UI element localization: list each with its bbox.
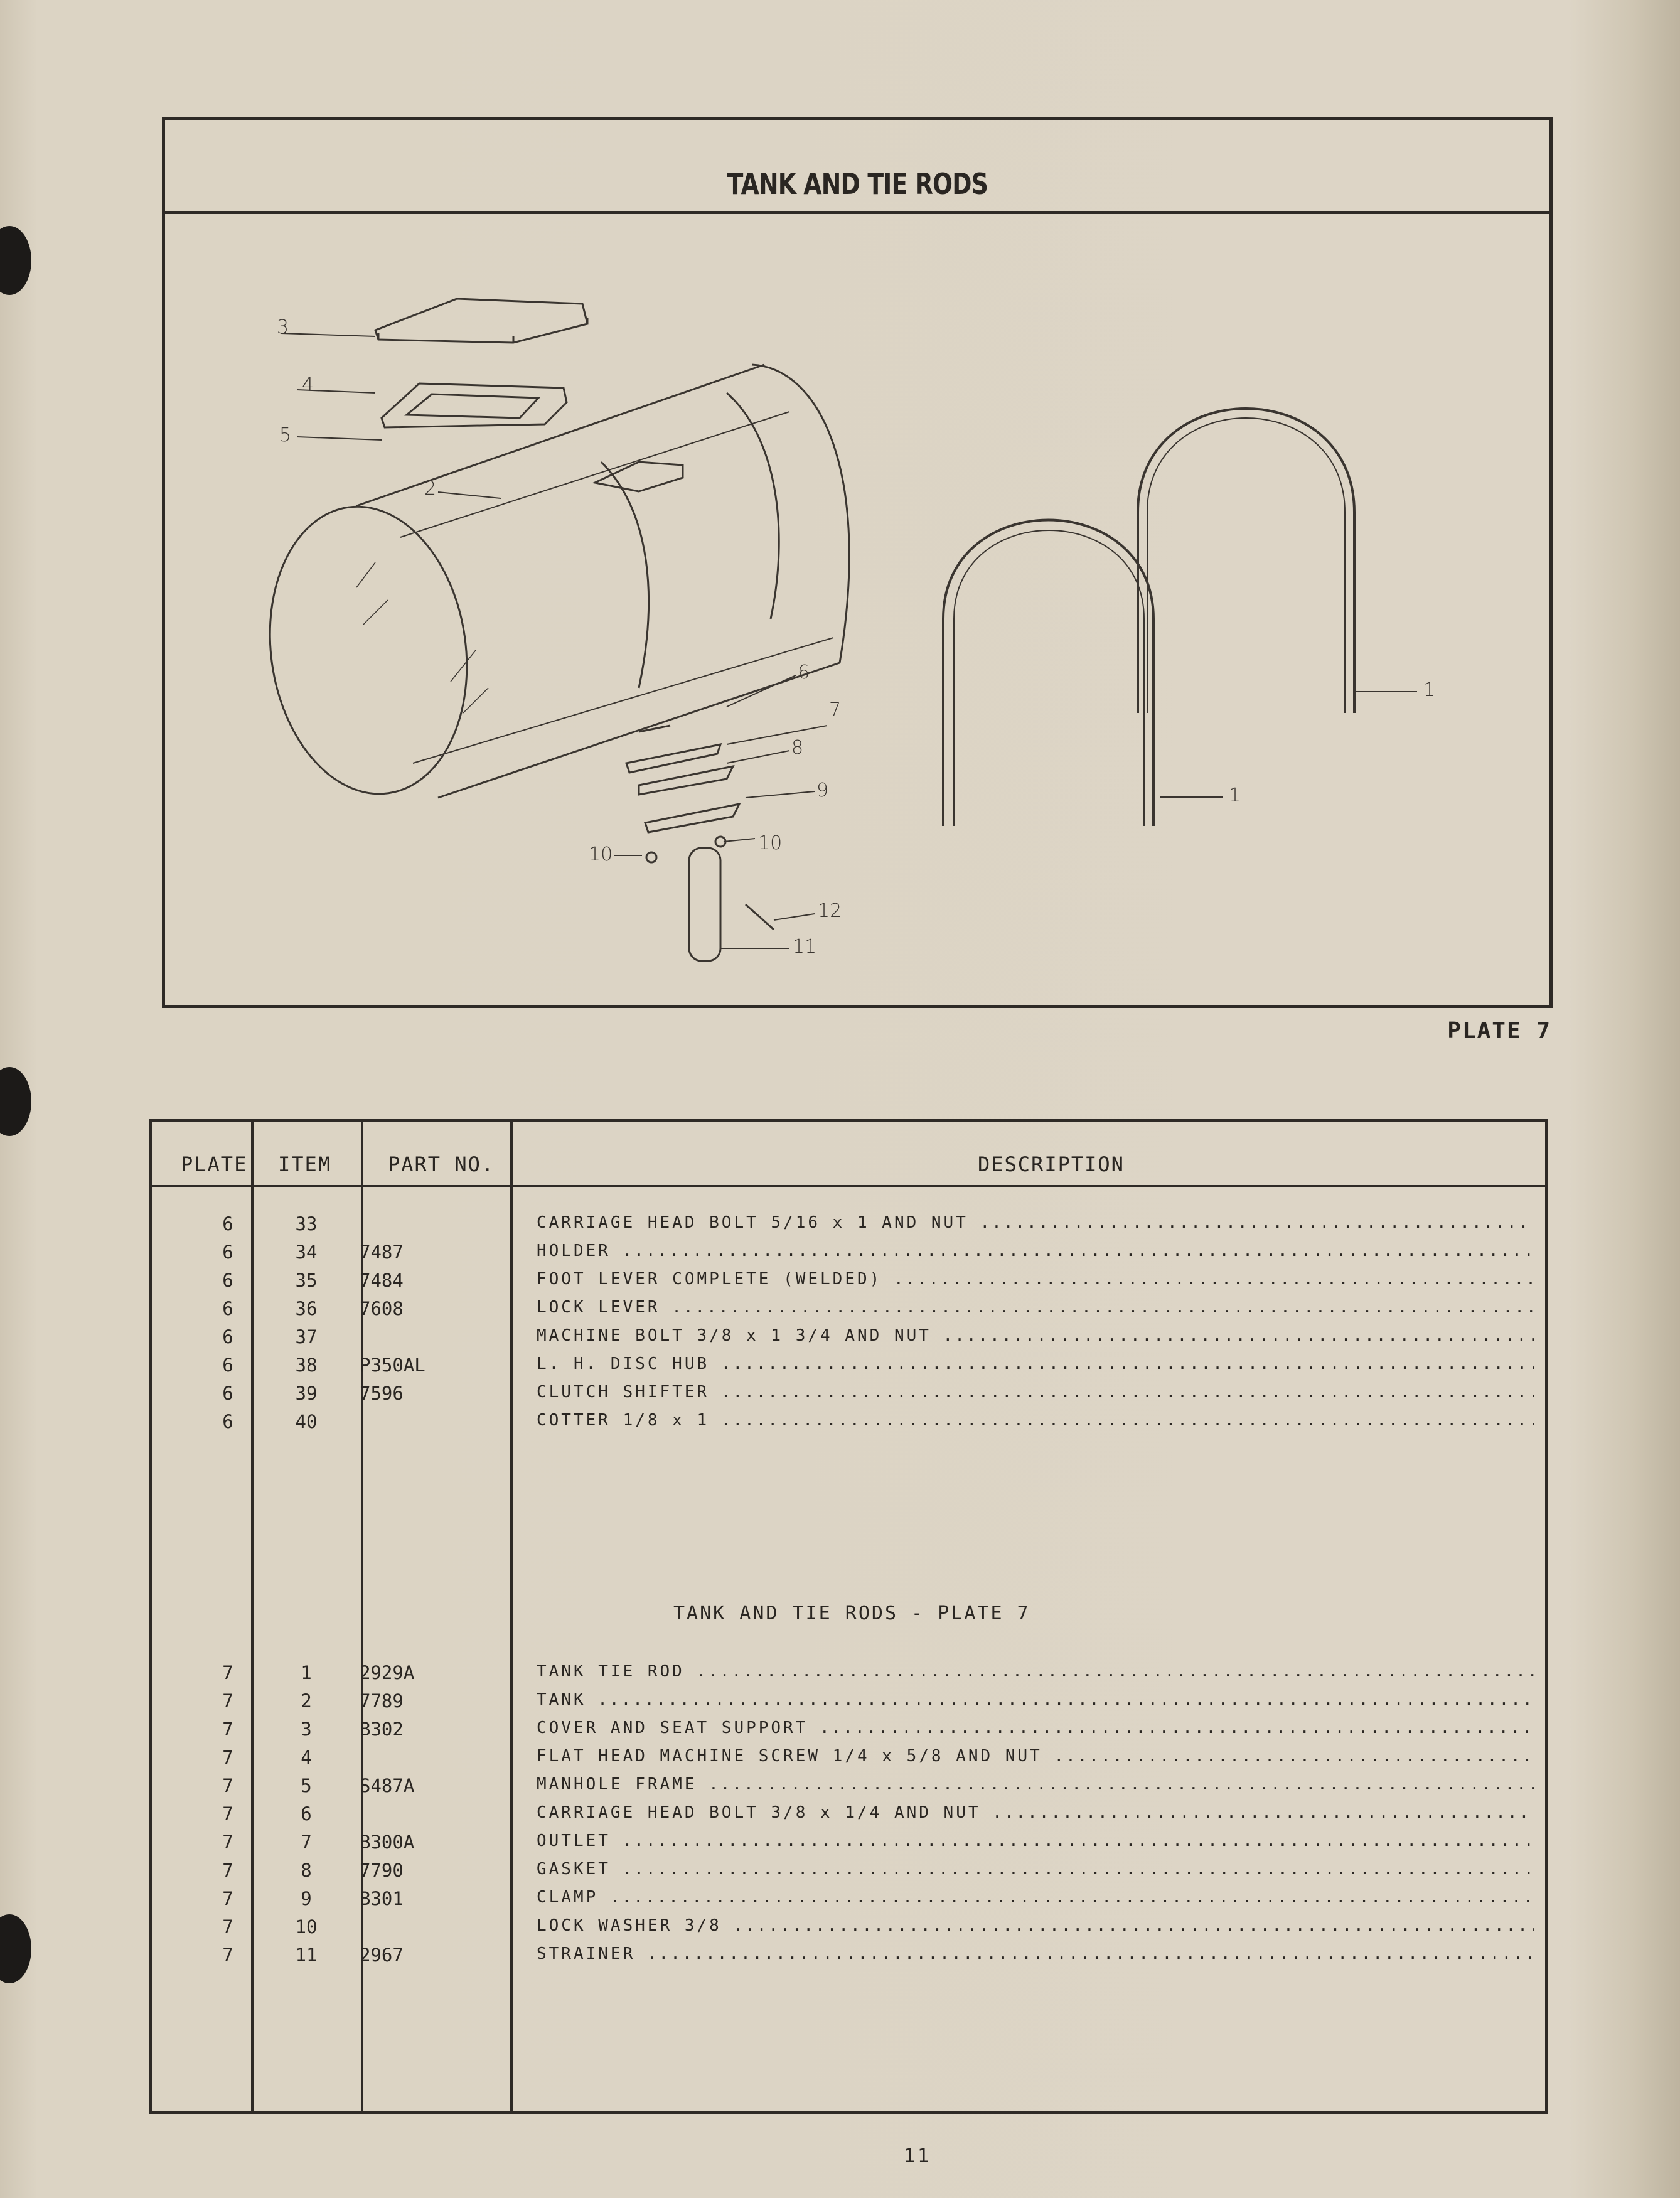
outlet-hardware-drawing (626, 726, 739, 862)
header-description: DESCRIPTION (978, 1152, 1125, 1176)
table-row: 7 5 S487A MANHOLE FRAME ..... (152, 1775, 1545, 1803)
callout-1-left: 1 (1229, 785, 1241, 807)
table-row: 7 6 CARRIAGE HEAD BOLT 3/8 x 1/4 AND NUT ..... (152, 1803, 1545, 1831)
callout-4: 4 (302, 374, 314, 396)
header-part-no: PART NO. (388, 1152, 495, 1176)
table-row: 7 10 LOCK WASHER 3/8 ..... (152, 1916, 1545, 1944)
table-row: 7 9 B301 CLAMP ..... (152, 1888, 1545, 1916)
callout-5: 5 (279, 424, 292, 446)
callout-7: 7 (829, 699, 842, 721)
page-number: 11 (904, 2145, 932, 2167)
callout-6: 6 (798, 662, 810, 684)
callout-8: 8 (791, 737, 804, 759)
table-row: 7 7 B300A OUTLET ..... (152, 1831, 1545, 1859)
callout-2: 2 (424, 478, 437, 500)
parts-table (149, 1119, 1548, 2114)
plate-title-bar (165, 120, 1549, 214)
manhole-frame-drawing (382, 383, 567, 427)
tie-rods-drawing (943, 409, 1354, 826)
callout-10-right: 10 (758, 832, 783, 854)
callout-9: 9 (816, 780, 829, 801)
tank-drawing (252, 365, 849, 807)
table-row: 7 4 FLAT HEAD MACHINE SCREW 1/4 x 5/8 AND NUT ..... (152, 1747, 1545, 1774)
table-row: 6 40 COTTER 1/8 x 1 ..... (152, 1411, 1545, 1439)
callout-12: 12 (818, 900, 842, 922)
header-plate: PLATE (181, 1152, 248, 1176)
table-row: 6 38 P350AL L. H. DISC HUB ..... (152, 1354, 1545, 1382)
binder-hole (0, 1067, 31, 1136)
callout-3: 3 (277, 316, 289, 338)
section-heading: TANK AND TIE RODS - PLATE 7 (673, 1602, 1030, 1624)
plate-title: TANK AND TIE RODS (727, 167, 988, 201)
table-row: 7 11 2967 STRAINER ..... (152, 1944, 1545, 1972)
table-row: 6 33 CARRIAGE HEAD BOLT 5/16 x 1 AND NUT ..... (152, 1213, 1545, 1241)
callout-10-left: 10 (589, 844, 613, 866)
cover-plate-drawing (375, 299, 587, 343)
table-row: 7 8 7790 GASKET ..... (152, 1860, 1545, 1887)
binder-hole (0, 226, 31, 295)
exploded-parts-drawing (162, 211, 1553, 1008)
callout-1-right: 1 (1423, 679, 1436, 701)
table-row: 6 35 7484 FOOT LEVER COMPLETE (WELDED) ..... (152, 1270, 1545, 1297)
table-row: 6 39 7596 CLUTCH SHIFTER ..... (152, 1383, 1545, 1410)
table-row: 7 3 B302 COVER AND SEAT SUPPORT ..... (152, 1718, 1545, 1746)
callout-11: 11 (793, 936, 817, 958)
plate-caption: PLATE 7 (1447, 1018, 1551, 1044)
table-row: 7 2 7789 TANK ..... (152, 1690, 1545, 1718)
table-row: 6 34 7487 HOLDER ..... (152, 1241, 1545, 1269)
table-row: 6 37 MACHINE BOLT 3/8 x 1 3/4 AND NUT ..... (152, 1326, 1545, 1354)
table-row: 6 36 7608 LOCK LEVER ..... (152, 1298, 1545, 1326)
strainer-drawing (689, 848, 774, 961)
table-row: 7 1 2929A TANK TIE ROD ..... (152, 1662, 1545, 1690)
binder-hole (0, 1914, 31, 1983)
header-item: ITEM (278, 1152, 332, 1176)
